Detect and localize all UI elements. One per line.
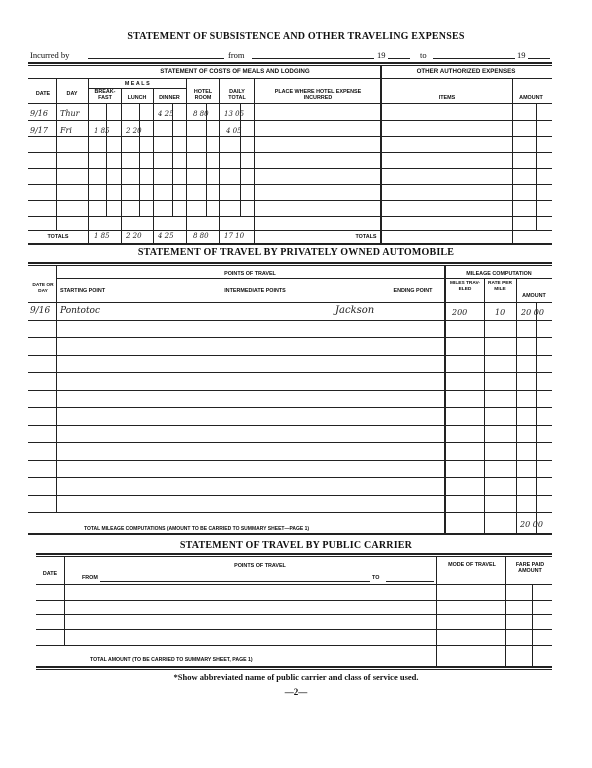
auto-row-amount: 20 00 (521, 308, 544, 317)
auto-row-miles: 200 (452, 308, 468, 317)
totals-label: TOTALS (47, 234, 69, 240)
auto-col-starting: STARTING POINT (60, 288, 106, 294)
col-daily-total: DAILY TOTAL (228, 89, 246, 101)
col-date: DATE (35, 91, 51, 97)
meal-row-lunch: 2 20 (126, 127, 142, 135)
total-breakfast: 1 85 (94, 232, 110, 240)
auto-row-start: Pontotoc (60, 306, 101, 316)
total-dinner: 4 25 (158, 232, 174, 240)
year-label-2: 19 (517, 50, 526, 60)
auto-total-label: TOTAL MILEAGE COMPUTATIONS (AMOUNT TO BE CARRIED TO SUMMARY SHEET—PAGE 1) (84, 526, 310, 532)
meal-row-total: 13 05 (224, 110, 245, 118)
to-field[interactable] (433, 58, 515, 59)
from-field[interactable] (252, 58, 374, 59)
total-daily: 17 10 (224, 232, 245, 240)
carrier-section-title: STATEMENT OF TRAVEL BY PUBLIC CARRIER (179, 540, 413, 551)
auto-col-rate: RATE PER MILE (488, 281, 512, 292)
meals-section-title: STATEMENT OF COSTS OF MEALS AND LODGING (160, 68, 310, 75)
year-label: 19 (377, 50, 386, 60)
auto-col-ending: ENDING POINT (393, 288, 433, 294)
carrier-col-fare: FARE PAID AMOUNT (515, 562, 545, 574)
auto-row-ending: Jackson (335, 305, 375, 316)
auto-col-miles: MILES TRAV-ELED (449, 281, 481, 292)
col-amount: AMOUNT (519, 95, 543, 101)
col-dinner: DINNER (159, 95, 180, 101)
carrier-to-line (386, 581, 434, 582)
meals-group-label: MEALS (124, 81, 152, 87)
incurred-by-field[interactable] (88, 58, 224, 59)
totals-label-right: TOTALS (355, 234, 377, 240)
meal-row-total: 4 05 (226, 127, 242, 135)
meal-row-breakfast: 1 85 (94, 127, 110, 135)
from-year-field[interactable] (388, 58, 410, 59)
total-lunch: 2 20 (126, 232, 142, 240)
to-label: to (420, 50, 427, 60)
auto-col-date: DATE OR DAY (32, 283, 54, 294)
total-hotel: 8 80 (193, 232, 209, 240)
auto-col-intermediate: INTERMEDIATE POINTS (224, 288, 286, 294)
carrier-total-label: TOTAL AMOUNT (TO BE CARRIED TO SUMMARY SHEET, PAGE 1) (90, 657, 253, 663)
meal-row-hotel: 8 80 (193, 110, 209, 118)
from-label: from (228, 50, 245, 60)
carrier-col-date: DATE (42, 571, 58, 577)
page-number: —2— (284, 687, 308, 697)
col-day: DAY (66, 91, 78, 97)
col-lunch: LUNCH (127, 95, 147, 101)
meal-row-date: 9/16 (30, 109, 48, 118)
form-title: STATEMENT OF SUBSISTENCE AND OTHER TRAVELING EXPENSES (127, 31, 465, 42)
carrier-from-line (100, 581, 370, 582)
col-items: ITEMS (438, 95, 456, 101)
meal-row-dinner: 4 25 (158, 110, 174, 118)
footnote: *Show abbreviated name of public carrier and class of service used. (173, 672, 419, 682)
meal-row-day: Thur (60, 109, 80, 118)
auto-row-rate: 10 (495, 308, 506, 317)
to-year-field[interactable] (528, 58, 550, 59)
other-expenses-title: OTHER AUTHORIZED EXPENSES (416, 68, 516, 75)
incurred-by-label: Incurred by (30, 50, 70, 60)
auto-total-amount: 20 00 (520, 520, 543, 529)
auto-row-date: 9/16 (30, 306, 51, 316)
meal-row-day: Fri (60, 126, 72, 135)
carrier-points-header: POINTS OF TRAVEL (234, 563, 286, 569)
col-breakfast: BREAK-FAST (94, 89, 116, 101)
mileage-header: MILEAGE COMPUTATION (466, 271, 532, 277)
col-hotel-room: HOTEL ROOM (193, 89, 213, 101)
col-place: PLACE WHERE HOTEL EXPENSE INCURRED (274, 89, 362, 101)
carrier-col-to: TO (372, 575, 380, 581)
meal-row-date: 9/17 (30, 126, 48, 135)
auto-section-title: STATEMENT OF TRAVEL BY PRIVATELY OWNED AUTOMOBILE (137, 247, 455, 258)
auto-points-header: POINTS OF TRAVEL (224, 271, 276, 277)
auto-col-amount: AMOUNT (522, 293, 546, 299)
carrier-col-mode: MODE OF TRAVEL (448, 562, 496, 568)
carrier-col-from: FROM (82, 575, 98, 581)
